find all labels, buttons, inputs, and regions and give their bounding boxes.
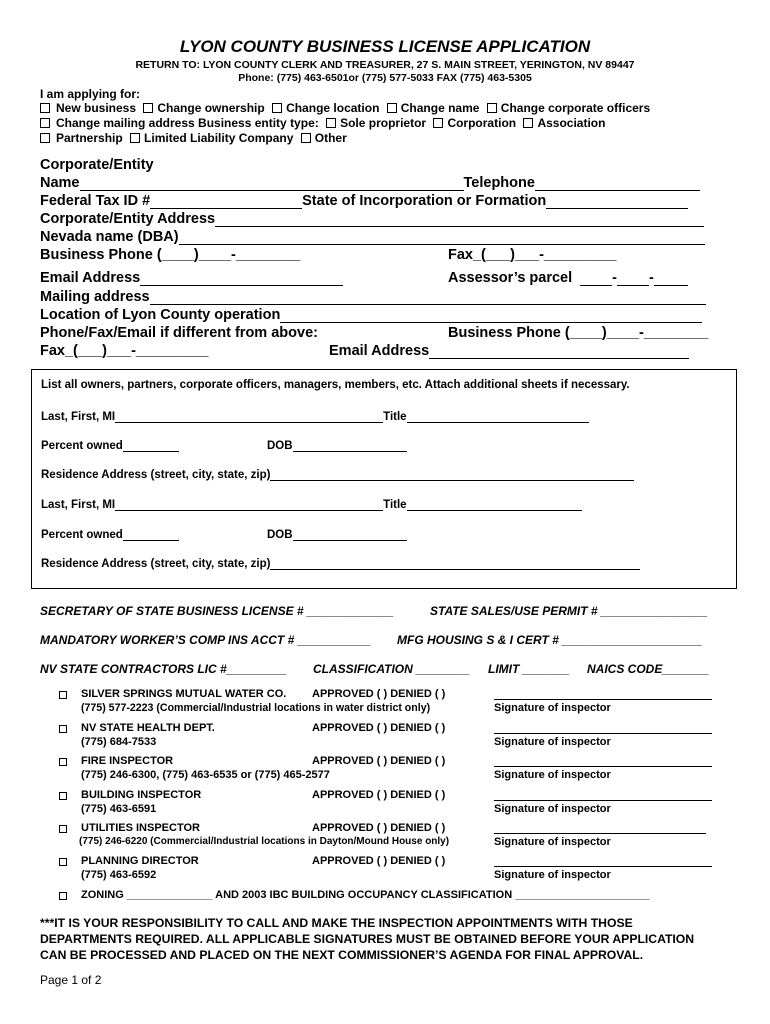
notice-line-1: ***IT IS YOUR RESPONSIBILITY TO CALL AND MAKE THE INSPECTION APPOINTMENTS WITH THOSE <box>40 916 633 930</box>
change-corporate-officers-checkbox[interactable] <box>487 103 497 113</box>
owner-1-percent-row: Percent owned <box>41 439 179 452</box>
email-2-field[interactable] <box>429 344 689 359</box>
nevada-name-field[interactable] <box>179 230 705 245</box>
dept-water-signature-line[interactable] <box>494 698 712 700</box>
name-field[interactable] <box>80 176 464 191</box>
dept-health-signature-line[interactable] <box>494 732 712 734</box>
telephone-field[interactable] <box>535 176 700 191</box>
owner-1-dob-field[interactable] <box>293 439 407 452</box>
dept-planning-signature-line[interactable] <box>494 865 712 867</box>
mailing-field[interactable] <box>150 290 706 305</box>
dept-planning-checkbox[interactable] <box>59 858 67 866</box>
assessor-row: Assessor’s parcel - - <box>448 270 688 286</box>
dept-utilities-signature-line[interactable] <box>494 832 706 834</box>
owner-2-residence-row: Residence Address (street, city, state, zip) <box>41 557 640 570</box>
owner-1-title-field[interactable] <box>407 410 589 423</box>
dept-building-signature-line[interactable] <box>494 799 712 801</box>
limit[interactable]: LIMIT _______ <box>488 662 570 676</box>
business-phone[interactable]: Business Phone (____)____-________ <box>40 247 301 263</box>
contractors-lic[interactable]: NV STATE CONTRACTORS LIC #_________ <box>40 662 287 676</box>
applying-row-2: Change mailing address Business entity type: Sole proprietor Corporation Association <box>40 116 605 130</box>
email-row: Email Address <box>40 270 343 286</box>
dept-utilities-checkbox[interactable] <box>59 825 67 833</box>
fax-2[interactable]: Fax_(___)___-_________ <box>40 343 209 359</box>
location-row: Location of Lyon County operation <box>40 307 702 323</box>
dept-fire-signature-line[interactable] <box>494 765 712 767</box>
corporation-checkbox[interactable] <box>433 118 443 128</box>
corp-address-field[interactable] <box>215 212 704 227</box>
assessor-parcel-2[interactable] <box>617 271 649 286</box>
federal-tax-field[interactable] <box>150 194 302 209</box>
new-business-checkbox[interactable] <box>40 103 50 113</box>
phone-fax-email-label: Phone/Fax/Email if different from above: <box>40 325 318 341</box>
owner-2-title-field[interactable] <box>407 498 582 511</box>
form-title: LYON COUNTY BUSINESS LICENSE APPLICATION <box>179 37 591 56</box>
email-field[interactable] <box>140 271 343 286</box>
assessor-parcel-1[interactable] <box>580 271 612 286</box>
mailing-row: Mailing address <box>40 289 706 305</box>
page-number: Page 1 of 2 <box>40 973 102 987</box>
corporate-entity-label: Corporate/Entity <box>40 157 154 173</box>
dept-building-checkbox[interactable] <box>59 792 67 800</box>
llc-checkbox[interactable] <box>130 133 140 143</box>
location-field[interactable] <box>280 308 702 323</box>
change-ownership-checkbox[interactable] <box>143 103 153 113</box>
notice-line-3: CAN BE PROCESSED AND PLACED ON THE NEXT COMMISSIONER’S AGENDA FOR FINAL APPROVAL. <box>40 948 644 962</box>
federal-tax-row: Federal Tax ID # State of Incorporation or Formation <box>40 193 688 209</box>
association-checkbox[interactable] <box>523 118 533 128</box>
mfg-housing[interactable]: MFG HOUSING S & I CERT # _____________________ <box>397 633 703 647</box>
owner-2-name-field[interactable] <box>115 498 383 511</box>
owner-2-dob-row: DOB <box>267 528 407 541</box>
return-address: RETURN TO: LYON COUNTY CLERK AND TREASURER, 27 S. MAIN STREET, YERINGTON, NV 89447 <box>135 59 635 71</box>
owner-1-residence-row: Residence Address (street, city, state, zip) <box>41 468 634 481</box>
workers-comp[interactable]: MANDATORY WORKER’S COMP INS ACCT # ___________ <box>40 633 371 647</box>
nevada-name-row: Nevada name (DBA) <box>40 229 705 245</box>
corp-address-row: Corporate/Entity Address <box>40 211 704 227</box>
change-name-checkbox[interactable] <box>387 103 397 113</box>
sole-proprietor-checkbox[interactable] <box>326 118 336 128</box>
applying-label: I am applying for: <box>40 87 141 101</box>
dept-fire-checkbox[interactable] <box>59 758 67 766</box>
business-phone-2[interactable]: Business Phone (____)____-________ <box>448 325 709 341</box>
change-location-checkbox[interactable] <box>272 103 282 113</box>
owner-1-name-field[interactable] <box>115 410 383 423</box>
zoning-checkbox[interactable] <box>59 892 67 900</box>
other-checkbox[interactable] <box>301 133 311 143</box>
email-2-row: Email Address <box>329 343 689 359</box>
fax[interactable]: Fax_(___)___-_________ <box>448 247 617 263</box>
applying-row-1: New business Change ownership Change location Change name Change corporate officers <box>40 101 650 115</box>
dept-water-checkbox[interactable] <box>59 691 67 699</box>
owner-2-percent-field[interactable] <box>123 528 179 541</box>
name-row: Name Telephone <box>40 175 700 191</box>
dept-health-checkbox[interactable] <box>59 725 67 733</box>
applying-row-3: Partnership Limited Liability Company Other <box>40 131 347 145</box>
change-mailing-address-checkbox[interactable] <box>40 118 50 128</box>
sales-permit[interactable]: STATE SALES/USE PERMIT # ________________ <box>430 604 708 618</box>
owner-1-name-row: Last, First, MI Title <box>41 410 589 423</box>
owner-2-name-row: Last, First, MI Title <box>41 498 582 511</box>
naics-code[interactable]: NAICS CODE_______ <box>587 662 710 676</box>
sos-license[interactable]: SECRETARY OF STATE BUSINESS LICENSE # _____________ <box>40 604 394 618</box>
assessor-parcel-3[interactable] <box>654 271 688 286</box>
partnership-checkbox[interactable] <box>40 133 50 143</box>
state-incorporation-field[interactable] <box>546 194 688 209</box>
owner-2-residence-field[interactable] <box>270 557 640 570</box>
contact-phone: Phone: (775) 463-6501or (775) 577-5033 FAX (775) 463-5305 <box>238 72 532 84</box>
owners-instruction: List all owners, partners, corporate officers, managers, members, etc. Attach additional sheets if necessary. <box>41 379 630 391</box>
owner-2-percent-row: Percent owned <box>41 528 179 541</box>
notice-line-2: DEPARTMENTS REQUIRED. ALL APPLICABLE SIGNATURES MUST BE OBTAINED BEFORE YOUR APPLICATION <box>40 932 695 946</box>
owner-1-percent-field[interactable] <box>123 439 179 452</box>
owner-1-dob-row: DOB <box>267 439 407 452</box>
classification[interactable]: CLASSIFICATION ________ <box>313 662 470 676</box>
owner-2-dob-field[interactable] <box>293 528 407 541</box>
owner-1-residence-field[interactable] <box>270 468 634 481</box>
